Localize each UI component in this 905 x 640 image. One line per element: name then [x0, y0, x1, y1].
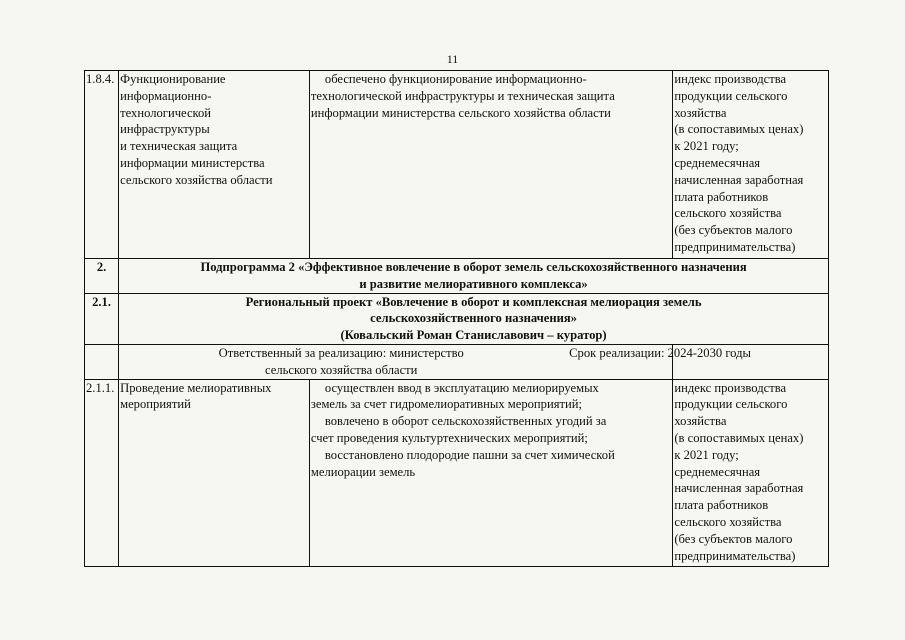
indicator-line: сельского хозяйства — [674, 514, 782, 529]
row-number: 1.8.4. — [85, 71, 119, 259]
activity-name-line: технологической — [120, 105, 212, 120]
table-row — [85, 293, 829, 344]
implementation-period: Срок реализации: 2024-2030 годы — [569, 345, 751, 360]
responsible-line: Ответственный за реализацию: министерство — [218, 345, 464, 360]
responsible-line: сельского хозяйства области — [265, 362, 418, 377]
page-number: 11 — [446, 52, 459, 66]
project-title-line: Региональный проект «Вовлечение в оборот и комплексная мелиорация земель — [245, 294, 702, 309]
indicator-line: хозяйства — [674, 105, 727, 120]
result-line: мелиорации земель — [310, 464, 416, 479]
result-cell — [309, 379, 672, 566]
subprogram-title-line: Подпрограмма 2 «Эффективное вовлечение в оборот земель сельскохозяйственного назначения — [200, 260, 747, 274]
period-cell — [569, 344, 829, 379]
indicator-line: предпринимательства) — [674, 239, 796, 254]
indicator-line: начисленная заработная — [674, 481, 804, 496]
indicator-line: плата работников — [674, 189, 769, 204]
activity-name-line: и техническая защита — [120, 139, 238, 154]
indicator-line: сельского хозяйства — [674, 206, 782, 221]
result-line: восстановлено плодородие пашни за счет химической — [324, 447, 615, 462]
indicator-line: начисленная заработная — [674, 172, 804, 187]
indicator-line: индекс производства — [674, 72, 787, 86]
empty-cell — [85, 344, 119, 379]
activity-name-cell — [119, 379, 310, 566]
activity-name-line: информации министерства — [120, 155, 265, 170]
result-cell — [309, 71, 672, 259]
result-line: счет проведения культуртехнических мероприятий; — [310, 430, 588, 445]
project-title-line: сельскохозяйственного назначения» — [370, 311, 577, 326]
subprogram-title — [119, 259, 829, 294]
indicator-line: (в сопоставимых ценах) — [674, 122, 804, 137]
result-line: земель за счет гидромелиоративных мероприятий; — [310, 397, 582, 412]
activity-name-line: инфраструктуры — [120, 122, 210, 137]
indicator-line: предпринимательства) — [674, 548, 796, 563]
indicator-line: продукции сельского — [674, 397, 788, 412]
table-row — [85, 344, 829, 379]
indicator-line: (в сопоставимых ценах) — [674, 430, 804, 445]
indicator-cell — [673, 71, 829, 259]
program-table — [84, 70, 829, 567]
row-number: 2.1.1. — [85, 379, 119, 566]
indicator-line: (без субъектов малого — [674, 531, 793, 546]
table-row — [85, 259, 829, 294]
row-number: 2.1. — [85, 293, 119, 344]
indicator-line: продукции сельского — [674, 88, 788, 103]
indicator-line: к 2021 году; — [674, 139, 739, 154]
subprogram-title-line: и развитие мелиоративного комплекса» — [359, 276, 588, 291]
indicator-line: индекс производства — [674, 380, 787, 395]
result-line: обеспечено функционирование информационно- — [324, 72, 587, 86]
activity-name-line: Проведение мелиоративных — [120, 380, 272, 395]
project-title-line: (Ковальский Роман Станиславович – куратор) — [340, 328, 607, 343]
indicator-cell — [673, 379, 829, 566]
activity-name-line: сельского хозяйства области — [120, 172, 273, 187]
activity-name-line: информационно- — [120, 88, 212, 103]
activity-name-line: Функционирование — [120, 72, 226, 86]
indicator-line: среднемесячная — [674, 155, 761, 170]
indicator-line: к 2021 году; — [674, 447, 739, 462]
result-line: информации министерства сельского хозяйства области — [310, 105, 611, 120]
result-line: вовлечено в оборот сельскохозяйственных угодий за — [324, 414, 607, 429]
regional-project-title — [119, 293, 829, 344]
activity-name-cell — [119, 71, 310, 259]
indicator-line: среднемесячная — [674, 464, 761, 479]
row-number: 2. — [85, 259, 119, 294]
result-line: осуществлен ввод в эксплуатацию мелиорируемых — [324, 380, 599, 395]
activity-name-line: мероприятий — [120, 397, 191, 412]
indicator-line: плата работников — [674, 498, 769, 513]
indicator-line: хозяйства — [674, 414, 727, 429]
table-row — [85, 71, 829, 259]
indicator-line: (без субъектов малого — [674, 223, 793, 238]
result-line: технологической инфраструктуры и техническая защита — [310, 88, 615, 103]
table-row — [85, 379, 829, 566]
